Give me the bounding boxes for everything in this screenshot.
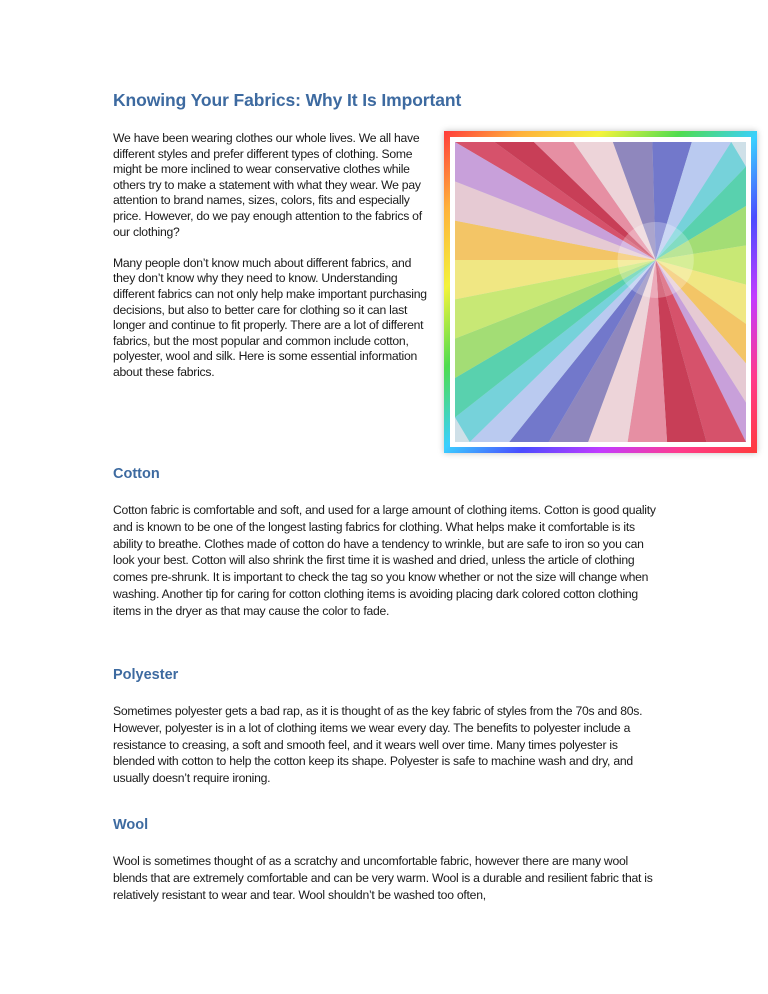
section-heading-wool: Wool (113, 817, 149, 833)
page-title: Knowing Your Fabrics: Why It Is Important (113, 90, 462, 110)
fabric-fan-image (455, 142, 746, 442)
fabric-highlight (618, 222, 694, 298)
fabrics-photo-frame (444, 131, 757, 453)
intro-paragraph: Many people don’t know much about different fabrics, and they don’t know why they need to know. Understanding different fabrics can not only help make important purchasing decisions, but also to better care for clothing so it can last longer and continue to fit properly. There are a lot of different fabrics, but the most popular and common include cotton, polyester, wool and silk. Here is some essential information about these fabrics. (113, 255, 427, 379)
intro-text (113, 131, 435, 396)
section-heading-polyester: Polyester (113, 667, 179, 683)
section-body-wool: Wool is sometimes thought of as a scratchy and uncomfortable fabric, however there are many wool blends that are extremely comfortable and can be very warm. Wool is a durable and resilient fabric that is relatively resistant to wear and tear. Wool shouldn’t be washed too often, (113, 854, 653, 902)
section-heading-cotton: Cotton (113, 466, 160, 482)
fabrics-photo (455, 142, 746, 442)
section-body-polyester: Sometimes polyester gets a bad rap, as it is thought of as the key fabric of styles from the 70s and 80s. However, polyester is in a lot of clothing items we wear every day. The benefits to polyester include a resistance to creasing, a soft and smooth feel, and it wears well over time. Many times polyester is blended with cotton to help the cotton keep its shape. Polyester is safe to machine wash and dry, and usually doesn’t require ironing. (113, 704, 643, 786)
intro-paragraph: We have been wearing clothes our whole lives. We all have different styles and prefer different types of clothing. Some might be more inclined to wear conservative clothes while others try to make a statement with what they wear. We pay attention to brand names, sizes, colors, fits and especially price. However, do we pay enough attention to the fabrics of our clothing? (113, 131, 422, 239)
section-body-cotton: Cotton fabric is comfortable and soft, and used for a large amount of clothing items. Cotton is good quality and is known to be one of the longest lasting fabrics for clothing. What helps make it comfortable is its ability to breathe. Clothes made of cotton do have a tendency to wrinkle, but are safe to iron so you can look your best. Cotton will also shrink the first time it is washed and dried, unless the article of clothing comes pre-shrunk. It is important to check the tag so you know whether or not the size will change when washing. Another tip for caring for cotton clothing items is avoiding placing dark colored cotton clothing items in the dryer as that may cause the color to fade. (113, 503, 656, 618)
